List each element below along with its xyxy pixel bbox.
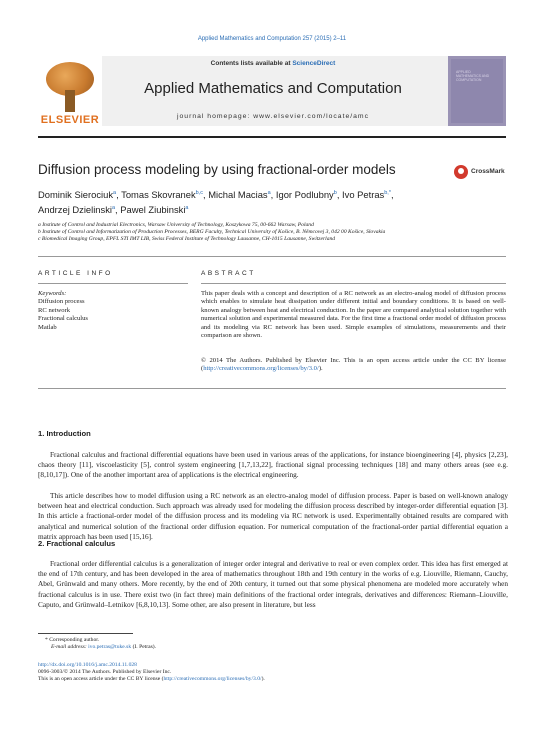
cover-title: APPLIED MATHEMATICS AND COMPUTATION bbox=[456, 70, 490, 82]
abstract-heading: ABSTRACT bbox=[201, 270, 256, 277]
footnote-rule bbox=[38, 633, 133, 634]
author-affiliation-mark[interactable]: b bbox=[333, 190, 337, 196]
journal-citation[interactable]: Applied Mathematics and Computation 257 (2015) 2–11 bbox=[197, 36, 347, 42]
author-affiliation-mark[interactable]: a bbox=[267, 190, 271, 196]
license-prefix: This is an open access article under the CC BY license ( bbox=[38, 676, 164, 682]
keyword: RC network bbox=[38, 306, 71, 314]
elsevier-logo[interactable] bbox=[38, 56, 102, 126]
divider bbox=[38, 256, 506, 257]
author-affiliation-mark[interactable]: a bbox=[185, 204, 189, 211]
license-suffix: ). bbox=[261, 676, 265, 682]
affiliation-b: b Institute of Control and Informatization of Production Processes, BERG Faculty, Technical University of Košice, B. Němcovej 3, 042 00 Košice, Slovakia bbox=[38, 229, 386, 235]
article-title: Diffusion process modeling by using fractional-order models bbox=[38, 162, 396, 177]
sciencedirect-link[interactable]: ScienceDirect bbox=[292, 60, 336, 67]
license-line bbox=[38, 676, 508, 683]
email-label: E-mail address: bbox=[51, 644, 87, 650]
author-name: Andrzej Dzielinski bbox=[38, 203, 112, 215]
affiliation-a: a Institute of Control and Industrial Electronics, Warsaw University of Technology, Koszykowa 75, 00-662 Warsaw, Poland bbox=[38, 222, 314, 228]
affiliations bbox=[38, 222, 508, 243]
keyword: Diffusion process bbox=[38, 298, 85, 306]
keyword: Matlab bbox=[38, 323, 57, 331]
keywords-block bbox=[38, 290, 188, 332]
license-link[interactable]: http://creativecommons.org/licenses/by/3.0/ bbox=[203, 365, 319, 373]
crossmark-label: CrossMark bbox=[471, 168, 505, 175]
author-affiliation-mark[interactable]: b,c bbox=[195, 190, 203, 196]
paragraph: This article describes how to model diffusion using a RC network as an electro-analog model of diffusion process. Paper is based on well-known analogy between heat and electrical conduction. Such approach was already used for modeling the diffusion process described by integer-order differential equation [3]. In this article a fractional-order model of the diffusion process and its modeling via RC network is used. Experimentally obtained results are compared with analytical and numerical solution of the fractional order diffusion equation. For numerical computation of the fractional-order partial differential equation a matrix approach has been used [15,16]. bbox=[38, 491, 508, 541]
author-name: Igor Podlubny bbox=[275, 189, 334, 201]
author-name: Michal Macias bbox=[208, 189, 268, 201]
publisher-logo-text: ELSEVIER bbox=[40, 114, 100, 126]
doi-block bbox=[38, 662, 508, 683]
paragraph: Fractional calculus and fractional differential equations have been used in various areas of the applications, for instance bioengineering [4], physics [2,23], chaos theory [11], viscoelasticity [5], control system engineering [1,7,13,22], fractional signal processing techniques [18] and many others areas (see e.g. [8,10,17]). One of the another important area of applications is the electrical engineering. bbox=[38, 450, 508, 480]
cover-panel bbox=[451, 59, 503, 123]
copyright-notice bbox=[201, 357, 506, 374]
copyright-suffix: ). bbox=[318, 365, 323, 373]
journal-cover-thumbnail[interactable] bbox=[448, 56, 506, 126]
doi-link[interactable]: http://dx.doi.org/10.1016/j.amc.2014.11.028 bbox=[38, 662, 137, 668]
issn-line: 0096-3003/© 2014 The Authors. Published by Elsevier Inc. bbox=[38, 669, 172, 675]
section-heading-introduction: 1. Introduction bbox=[38, 429, 91, 438]
copyright-text: © 2014 The Authors. Published by Elsevier Inc. This is an open access article under the CC BY license ( bbox=[201, 357, 506, 373]
corresponding-author: * Corresponding author. bbox=[45, 637, 100, 643]
divider bbox=[201, 283, 506, 284]
article-info-heading: ARTICLE INFO bbox=[38, 270, 113, 277]
journal-homepage[interactable]: journal homepage: www.elsevier.com/locate/amc bbox=[177, 113, 369, 120]
header-rule bbox=[38, 136, 506, 138]
divider bbox=[38, 388, 506, 389]
author-name: Ivo Petras bbox=[342, 189, 385, 201]
author-affiliation-mark[interactable]: a bbox=[111, 204, 116, 211]
author-name: Pawel Ziubinski bbox=[120, 203, 186, 215]
divider bbox=[38, 283, 188, 284]
author-name: Dominik Sierociuk bbox=[38, 189, 114, 201]
author-name: Tomas Skovranek bbox=[121, 189, 196, 201]
crossmark-icon-center bbox=[458, 168, 464, 174]
keyword: Fractional calculus bbox=[38, 315, 88, 323]
affiliation-c: c Biomedical Imaging Group, EPFL STI IMT LIB, Swiss Federal Institute of Technology Lausanne, CH-1015 Lausanne, Switzerland bbox=[38, 236, 336, 242]
email-suffix: (I. Petras). bbox=[132, 644, 157, 650]
section-heading-fractional-calculus: 2. Fractional calculus bbox=[38, 539, 116, 548]
crossmark-badge[interactable] bbox=[454, 163, 514, 183]
footnote bbox=[45, 637, 505, 651]
keywords-heading: Keywords: bbox=[38, 290, 67, 297]
contents-line bbox=[102, 60, 444, 67]
paragraph: Fractional order differential calculus is a generalization of integer order integral and derivative to real or even complex order. This idea has first emerged at the end of 17th century, and has been developed in the area of mathematics throughout 18th and 19th century in the works of e.g. Liouville, Riemann, Cauchy, Abel, Grünwald and many others. More recently, by the end of 20th century, it turned out that some physical phenomena are modeled more accurately when fractional calculus is in use. There exist two (in fact three) main definitions of the fractional order integrals, derivatives and differences: Riemann–Liouville, Caputo, and Grünwald–Letnikov [6,8,10,13]. Some other, are also present in literature, but less bbox=[38, 559, 508, 609]
abstract-text: This paper deals with a concept and description of a RC network as an electro-analog model of diffusion process which enables to simulate heat dissipation under different initial and boundary conditions. It is based on well-known analogy between heat and electrical conduction. In the paper are compared analytical solution together with numerical solution and experimental measured data. For the first time a fractional order model of diffusion process and its modeling via RC network has been used. Simple examples of simulations, measurements and their comparison are shown. bbox=[201, 290, 506, 340]
author-list: Dominik Sierociuk$^a$, Tomas Skovranek$^{b,c}$, Michal Macias$^a$, Igor Podlubny$^b$, Ivo Petras$^{b,*}$, Andrzej Dzielinski$^a$, Pawel Ziubinski$^a$ bbox=[38, 189, 394, 215]
author-affiliation-mark[interactable]: b,* bbox=[384, 190, 391, 196]
journal-title: Applied Mathematics and Computation bbox=[144, 80, 402, 97]
email-line bbox=[45, 644, 505, 651]
tree-trunk-icon bbox=[65, 90, 75, 112]
email-link[interactable]: ivo.petras@tuke.sk bbox=[88, 644, 132, 650]
license-link[interactable]: http://creativecommons.org/licenses/by/3.0/ bbox=[163, 676, 262, 682]
author-affiliation-mark[interactable]: a bbox=[113, 190, 117, 196]
contents-prefix: Contents lists available at bbox=[210, 60, 293, 67]
